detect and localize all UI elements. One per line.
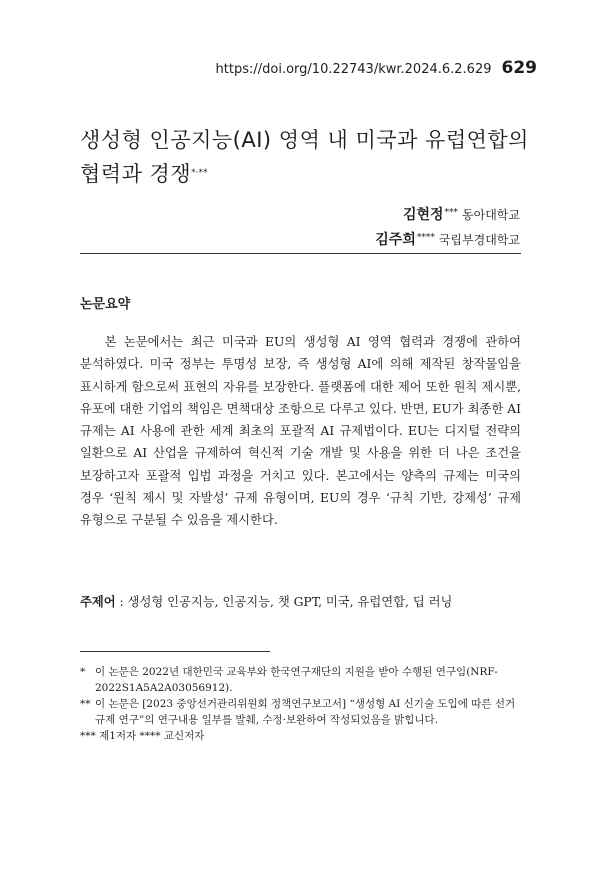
abstract-body: 본 논문에서는 최근 미국과 EU의 생성형 AI 영역 협력과 경쟁에 관하여 분석하였다. 미국 정부는 투명성 보장, 즉 생성형 AI에 의해 제작된 창작물임을 표시하게 함으로써 표현의 자유를 보장한다. 플랫폼에 대한 제어 또한 원칙 제시뿐, 유포에 대한 기업의 책임은 면책대상 조항으로 다루고 있다. 반면, EU가 최종한 AI 규제는 AI 사용에 관한 세계 최초의 포괄적 AI 규제법이다. EU는 디지털 전략의 일환으로 AI 산업을 규제하여 혁신적 기술 개발 및 사용을 위한 더 나은 조건을 보장하고자 포괄적 입법 과정을 거치고 있다. 본고에서는 양측의 규제는 미국의 경우 ‘원칙 제시 및 자발성’ 규제 유형이며, EU의 경우 ‘규칙 기반, 강제성’ 규제 유형으로 구분될 수 있음을 제시한다.	[80, 335, 521, 528]
author-name: 김현정	[402, 207, 444, 223]
footnote	[80, 664, 521, 696]
title-footnote-marks: *·**	[191, 168, 208, 178]
keywords-separator: :	[115, 595, 128, 609]
page-number: 629	[501, 58, 537, 78]
footnote-mark: *	[80, 666, 86, 678]
author-block	[375, 202, 520, 252]
keywords	[80, 592, 521, 612]
abstract-heading: 논문요약	[80, 297, 131, 312]
author-affiliation: 국립부경대학교	[438, 233, 520, 247]
author-name: 김주희	[375, 232, 416, 248]
footnotes	[80, 664, 521, 744]
keywords-label: 주제어	[80, 595, 116, 609]
keywords-text: 생성형 인공지능, 인공지능, 챗 GPT, 미국, 유럽연합, 딥 러닝	[127, 595, 453, 609]
footnote-text: 이 논문은 2022년 대한민국 교육부와 한국연구재단의 지원을 받아 수행된 연구임(NRF-2022S1A5A2A03056912).	[95, 666, 498, 694]
footnote-mark: **	[80, 698, 91, 710]
author-1	[375, 202, 520, 227]
footnote-divider	[80, 651, 270, 652]
author-mark: ****	[416, 233, 435, 243]
footnote-text: 이 논문은 [2023 중앙선거관리위원회 정책연구보고서] “생성형 AI 신기술 도입에 따른 선거 규제 연구”의 연구내용 일부를 발췌, 수정·보완하여 작성되었음을 밝힙니다.	[95, 698, 516, 726]
author-role-notes: *** 제1저자 **** 교신저자	[80, 730, 205, 742]
page-header	[216, 58, 537, 78]
author-mark: ***	[444, 208, 459, 218]
author-2	[375, 227, 520, 252]
doi-link[interactable]: https://doi.org/10.22743/kwr.2024.6.2.629	[215, 62, 492, 77]
footnote	[80, 696, 521, 728]
author-affiliation: 동아대학교	[462, 208, 520, 222]
header-divider	[80, 253, 521, 254]
paper-title	[80, 124, 540, 191]
paper-title-text: 생성형 인공지능(AI) 영역 내 미국과 유럽연합의 협력과 경쟁	[80, 128, 529, 186]
